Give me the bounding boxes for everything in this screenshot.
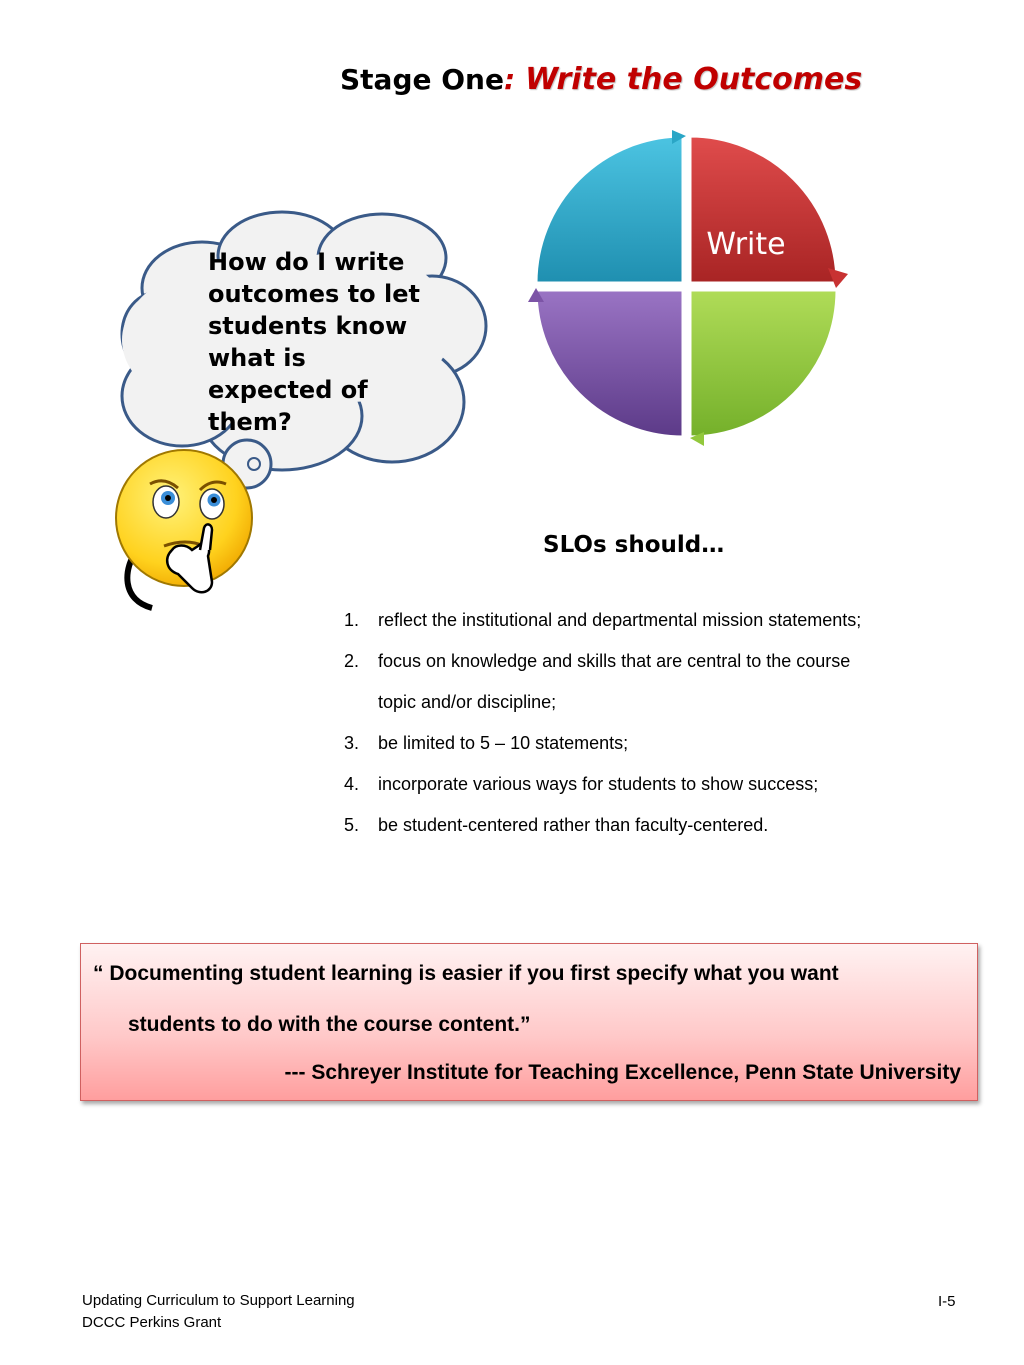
list-text: be limited to 5 – 10 statements; <box>378 733 629 753</box>
footer-line-1: Updating Curriculum to Support Learning <box>82 1292 355 1309</box>
cycle-diagram <box>518 118 858 458</box>
thought-line: what is <box>208 344 306 372</box>
list-text: be student-centered rather than faculty-centered. <box>378 815 769 835</box>
list-item <box>340 682 980 723</box>
thought-line: them? <box>208 408 292 436</box>
title-colon: : <box>503 63 516 96</box>
quadrant-top-left <box>536 136 683 283</box>
thought-line: How do I write <box>208 248 405 276</box>
title-lead: Stage One <box>340 63 504 96</box>
quote-line-2: students to do with the course content.” <box>128 1013 531 1036</box>
slo-heading: SLOs should… <box>543 532 725 558</box>
list-text: incorporate various ways for students to show success; <box>378 774 819 794</box>
thought-line: expected of <box>208 376 368 404</box>
page-title <box>340 62 862 97</box>
footer-line-2: DCCC Perkins Grant <box>82 1314 222 1331</box>
list-text: reflect the institutional and departmental mission statements; <box>378 610 862 630</box>
thought-bubble-text <box>208 246 458 438</box>
quadrant-bottom-left <box>536 290 683 437</box>
thinking-smiley-icon <box>108 446 268 616</box>
list-item <box>340 641 980 682</box>
list-item <box>340 723 980 764</box>
list-text: topic and/or discipline; <box>378 692 557 712</box>
title-emphasis: Write the Outcomes <box>525 62 863 97</box>
write-label: Write <box>706 227 786 262</box>
list-number: 4. <box>344 774 360 794</box>
quadrant-bottom-right <box>690 290 837 437</box>
list-number: 3. <box>344 733 360 753</box>
list-number: 1. <box>344 610 360 630</box>
list-number: 2. <box>344 651 360 671</box>
quote-line-1: “ Documenting student learning is easier if you first specify what you want <box>93 962 839 985</box>
list-number: 5. <box>344 815 360 835</box>
quote-box <box>80 943 978 1101</box>
footer-left <box>82 1290 355 1334</box>
list-item <box>340 600 980 641</box>
list-text: focus on knowledge and skills that are central to the course <box>378 651 851 671</box>
slo-list <box>340 600 980 846</box>
list-item <box>340 764 980 805</box>
thought-line: outcomes to let <box>208 280 420 308</box>
thought-line: students know <box>208 312 408 340</box>
page-number: I-5 <box>938 1293 956 1310</box>
quote-attribution: --- Schreyer Institute for Teaching Excellence, Penn State University <box>284 1061 961 1084</box>
list-item <box>340 805 980 846</box>
